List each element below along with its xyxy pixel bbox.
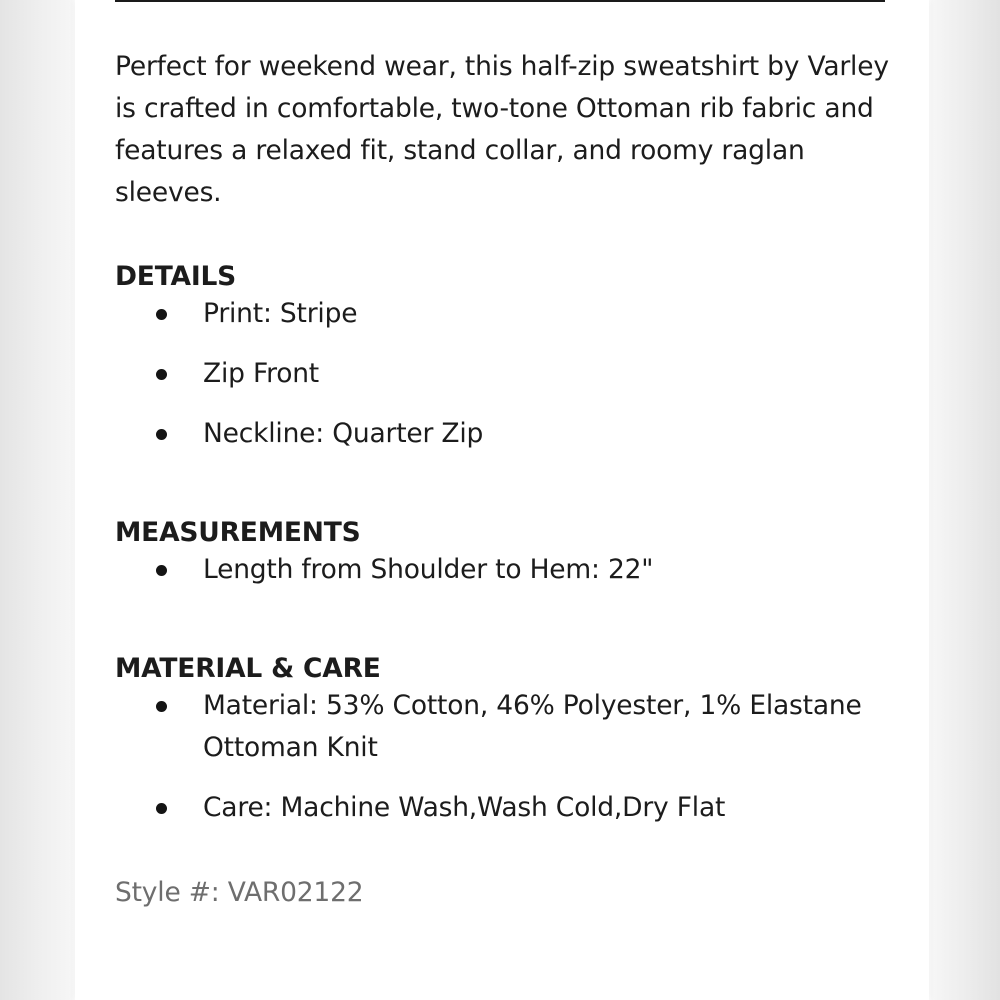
bullet-icon (156, 701, 167, 712)
bullet-icon (156, 803, 167, 814)
material-care-item-label: Care: Machine Wash,Wash Cold,Dry Flat (203, 792, 726, 823)
material-care-item-care (115, 787, 905, 829)
details-item-zip-front (115, 353, 905, 395)
bullet-icon (156, 369, 167, 380)
product-description-text: Perfect for weekend wear, this half-zip sweatshirt by Varley is crafted in comfortable, two-tone Ottoman rib fabric and features a relaxed fit, stand collar, and roomy raglan sleeves. (115, 51, 889, 208)
details-list (115, 293, 905, 455)
material-care-list (115, 685, 905, 829)
details-item-label: Print: Stripe (203, 298, 358, 329)
measurements-item-length (115, 549, 905, 591)
product-description-content (115, 46, 905, 909)
measurements-item-label: Length from Shoulder to Hem: 22" (203, 554, 654, 585)
style-number: Style #: VAR02122 (115, 877, 364, 908)
details-item-neckline (115, 413, 905, 455)
measurements-heading: MEASUREMENTS (115, 517, 361, 548)
material-care-heading: MATERIAL & CARE (115, 653, 381, 684)
measurements-list (115, 549, 905, 591)
material-care-item-label: Material: 53% Cotton, 46% Polyester, 1% Elastane Ottoman Knit (203, 690, 862, 763)
top-divider (115, 0, 885, 2)
details-item-label: Neckline: Quarter Zip (203, 418, 484, 449)
details-item-label: Zip Front (203, 358, 319, 389)
product-description-panel (75, 0, 929, 1000)
details-item-print (115, 293, 905, 335)
bullet-icon (156, 309, 167, 320)
bullet-icon (156, 565, 167, 576)
material-care-item-material (115, 685, 905, 769)
bullet-icon (156, 429, 167, 440)
details-heading: DETAILS (115, 261, 237, 292)
